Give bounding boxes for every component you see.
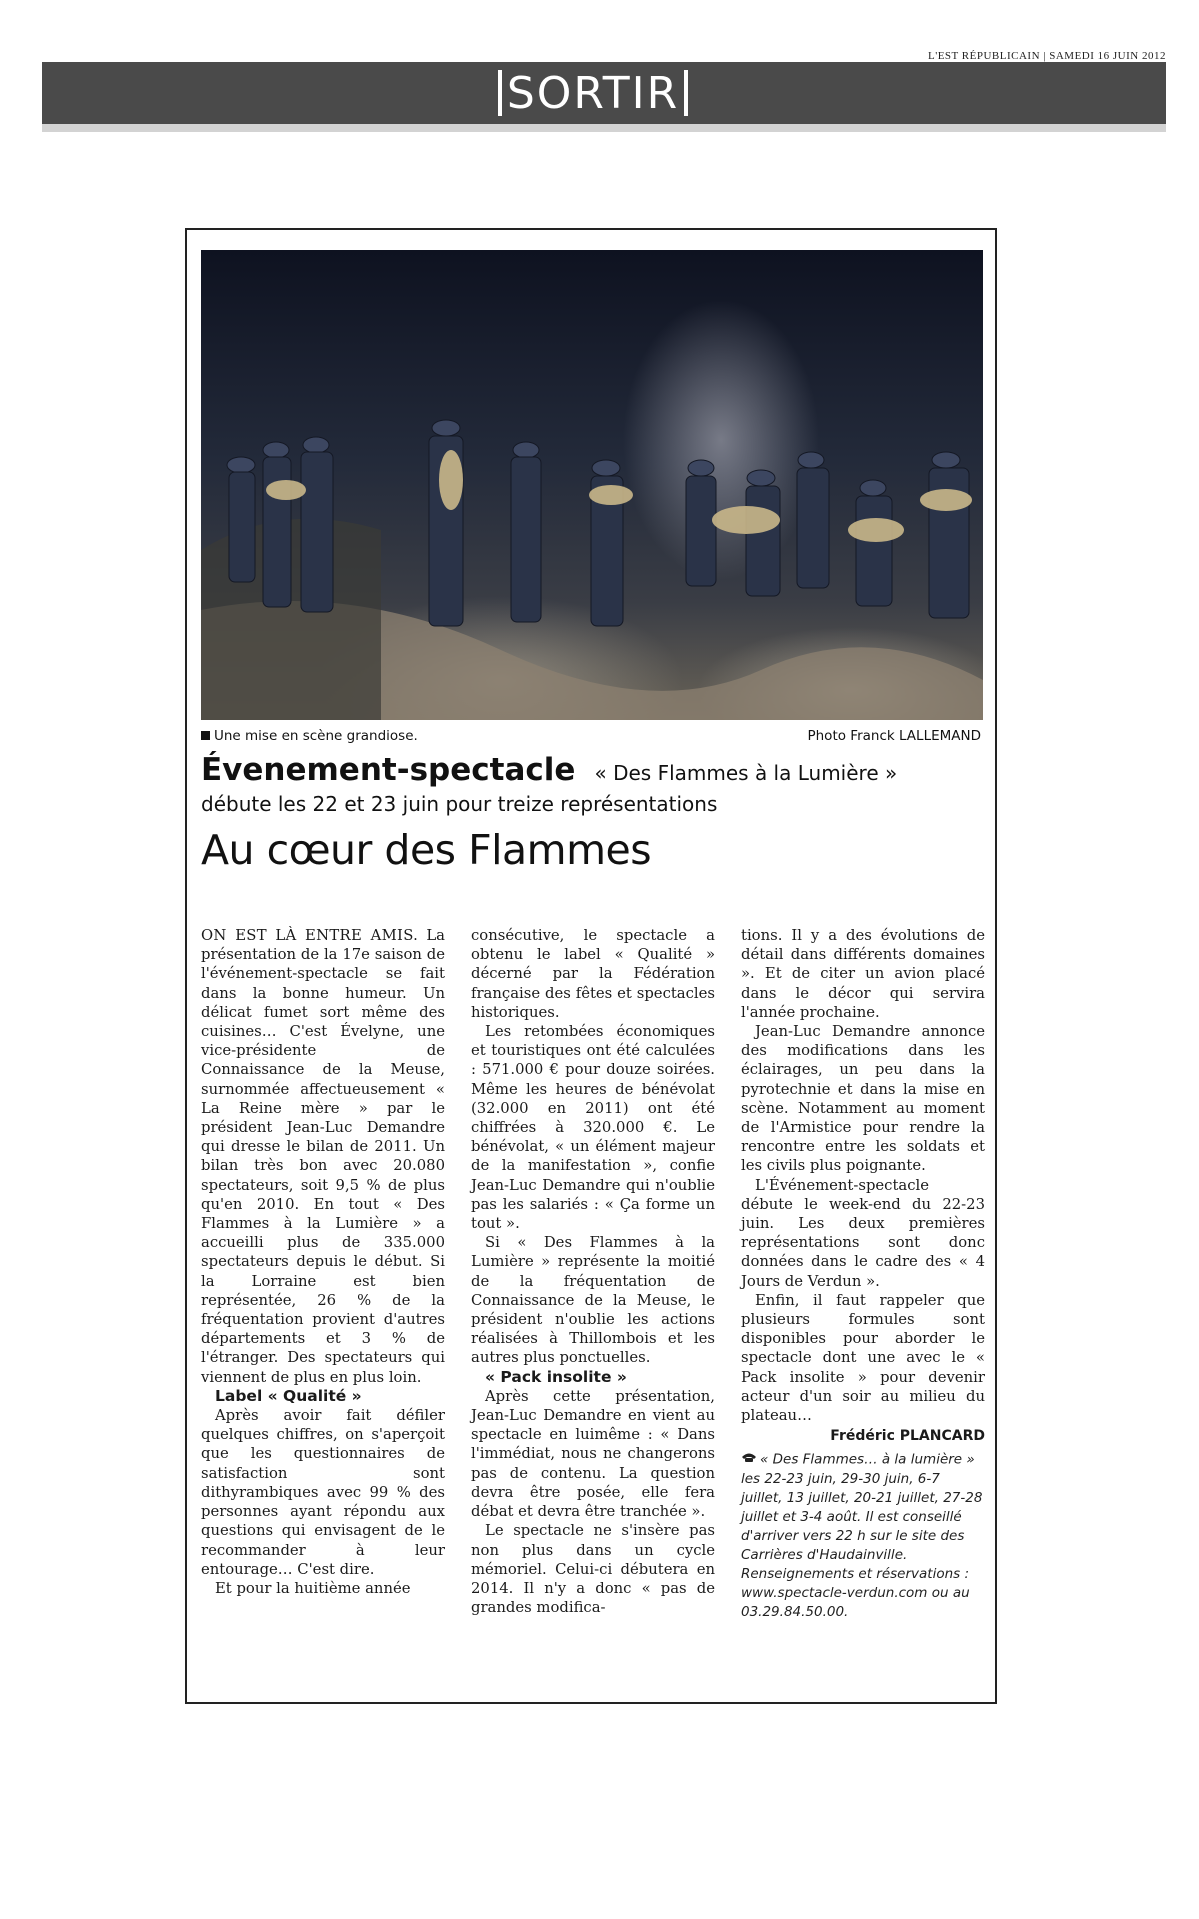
article-column-1 [201,926,445,1598]
headline: Au cœur des Flammes [201,826,652,874]
paragraph: ON EST LÀ ENTRE AMIS. La présentation de la 17e saison de l'événement-spectacle se fait dans la bonne humeur. Un délicat fumet sort même des cuisines… C'est Évelyne, une vice-présidente de Connaissance de la Meuse, surnommée affectueusement « La Reine mère » par le président Jean-Luc Demandre qui dresse le bilan de 2011. Un bilan très bon avec 20.080 spectateurs, soit 9,5 % de plus qu'en 2010. En tout « Des Flammes à la Lumière » a accueilli plus de 335.000 spectateurs depuis le début. Si la Lorraine est bien représentée, 26 % de la fréquentation provient d'autres départements et 3 % de l'étranger. Des spectateurs qui viennent de plus en plus loin. [201,927,445,1386]
section-title: SORTIR [498,68,688,118]
article-frame [185,228,997,1704]
practical-info: « Des Flammes… à la lumière » les 22-23 juin, 29-30 juin, 6-7 juillet, 13 juillet, 20-21 juillet, 27-28 juillet et 3-4 août. Il est conseillé d'arriver vers 22 h sur le site des Carrières d'Haudainville. Renseignements et réservations : www.spectacle-verdun.com ou au 03.29.84.50.00. [741,1451,983,1620]
soldiers-illustration [201,250,983,720]
photo-credit: Photo Franck LALLEMAND [807,728,981,744]
paragraph: Et pour la huitième année [215,1579,411,1597]
paragraph: Après avoir fait défiler quelques chiffres, on s'aperçoit que les questionnaires de satisfaction sont dithyrambiques avec 99 % des personnes ayant répondu aux questions qui envisagent de le recommander à leur entourage… C'est dire. [201,1407,445,1578]
section-band-shadow [42,124,1166,132]
article-column-3 [741,926,985,1622]
paragraph: tions. Il y a des évolutions de détail dans différents domaines ». Et de citer un avion placé dans le décor qui servira l'année prochaine. [741,927,985,1021]
paragraph: Si « Des Flammes à la Lumière » représente la moitié de la fréquentation de Connaissance de la Meuse, le président n'oublie les actions réalisées à Thillombois et les autres plus ponctuelles. [471,1234,715,1367]
kicker-row [201,752,991,788]
phone-icon [741,1450,757,1469]
dateline: L'EST RÉPUBLICAIN | SAMEDI 16 JUIN 2012 [928,50,1166,62]
paragraph: L'Événement-spectacle débute le week-end du 22-23 juin. Les deux premières représentations sont donc données dans le cadre des « 4 Jours de Verdun ». [741,1176,985,1290]
paragraph: consécutive, le spectacle a obtenu le label « Qualité » décerné par la Fédération française des fêtes et spectacles historiques. [471,927,715,1021]
author-signature: Frédéric PLANCARD [830,1428,985,1445]
paragraph: Après cette présentation, Jean-Luc Demandre en vient au spectacle en luimême : « Dans l'immédiat, nous ne changerons pas de contenu. La question devra être posée, elle fera débat et devra être tranchée ». [471,1387,715,1521]
kicker-quote: « Des Flammes à la Lumière » [594,761,898,785]
paragraph: Le spectacle ne s'insère pas non plus dans un cycle mémoriel. Celui-ci débutera en 2014. Il n'y a donc « pas de grandes modifica- [471,1522,715,1617]
subhead-label-qualite: Label « Qualité » [215,1386,362,1405]
paragraph: Enfin, il faut rappeler que plusieurs formules sont disponibles pour aborder le spectacle dont une avec le « Pack insolite » pour devenir acteur d'un soir au milieu du plateau… [741,1291,985,1425]
subhead-pack-insolite: « Pack insolite » [485,1367,627,1386]
square-bullet-icon [201,731,210,740]
photo-caption: Une mise en scène grandiose. [201,728,418,744]
article-photo [201,250,983,720]
paragraph: Jean-Luc Demandre annonce des modifications dans les éclairages, un peu dans la pyrotechnie et dans la mise en scène. Notamment au moment de l'Armistice pour rendre la rencontre entre les soldats et les civils plus poignante. [741,1023,985,1175]
lead-in: ON EST LÀ ENTRE AMIS. [201,927,419,944]
subline: débute les 22 et 23 juin pour treize représentations [201,792,718,816]
paragraph: Les retombées économiques et touristiques ont été calculées : 571.000 € pour douze soirées. Même les heures de bénévolat (32.000 en 2011) ont été chiffrées à 320.000 €. Le bénévolat, « un élément majeur de la manifestation », confie Jean-Luc Demandre qui n'oublie pas les salariés : « Ça forme un tout ». [471,1023,715,1233]
article-column-2 [471,926,715,1617]
kicker: Évenement-spectacle [201,752,576,788]
